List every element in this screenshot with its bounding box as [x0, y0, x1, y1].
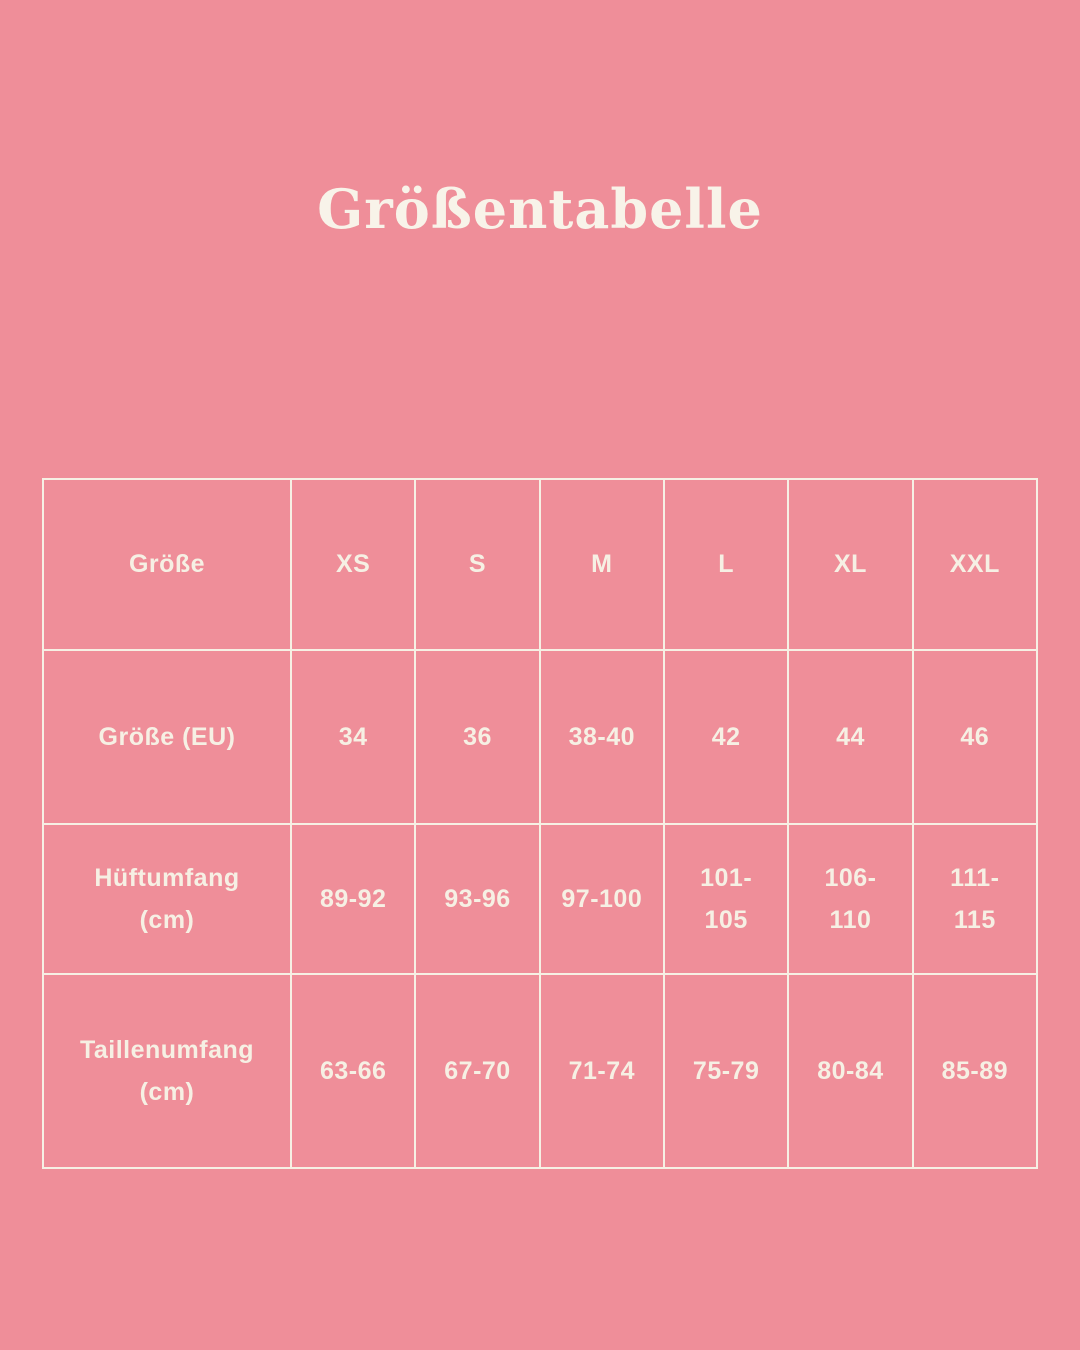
value-cell: 89-92 — [291, 824, 415, 974]
value-cell: 44 — [788, 650, 912, 824]
table-header-row — [43, 479, 1037, 650]
value-cell: 36 — [415, 650, 539, 824]
value-cell: 63-66 — [291, 974, 415, 1168]
value-cell: 93-96 — [415, 824, 539, 974]
page-title: Größentabelle — [317, 177, 763, 241]
header-cell-m: M — [540, 479, 664, 650]
value-cell: 106-110 — [788, 824, 912, 974]
value-cell: 67-70 — [415, 974, 539, 1168]
value-cell: 80-84 — [788, 974, 912, 1168]
row-label-cell: Taillenumfang (cm) — [43, 974, 291, 1168]
table-row-size-eu — [43, 650, 1037, 824]
value-cell: 71-74 — [540, 974, 664, 1168]
value-cell: 46 — [913, 650, 1037, 824]
value-cell: 111-115 — [913, 824, 1037, 974]
row-label-cell: Hüftumfang (cm) — [43, 824, 291, 974]
value-cell: 42 — [664, 650, 788, 824]
header-cell-label: Größe — [43, 479, 291, 650]
value-cell: 38-40 — [540, 650, 664, 824]
table-row-waist — [43, 974, 1037, 1168]
row-label-cell: Größe (EU) — [43, 650, 291, 824]
header-cell-l: L — [664, 479, 788, 650]
table-row-hip — [43, 824, 1037, 974]
header-cell-s: S — [415, 479, 539, 650]
value-cell: 97-100 — [540, 824, 664, 974]
value-cell: 34 — [291, 650, 415, 824]
header-cell-xs: XS — [291, 479, 415, 650]
header-cell-xl: XL — [788, 479, 912, 650]
size-table — [42, 478, 1038, 1169]
value-cell: 85-89 — [913, 974, 1037, 1168]
header-cell-xxl: XXL — [913, 479, 1037, 650]
value-cell: 75-79 — [664, 974, 788, 1168]
value-cell: 101-105 — [664, 824, 788, 974]
